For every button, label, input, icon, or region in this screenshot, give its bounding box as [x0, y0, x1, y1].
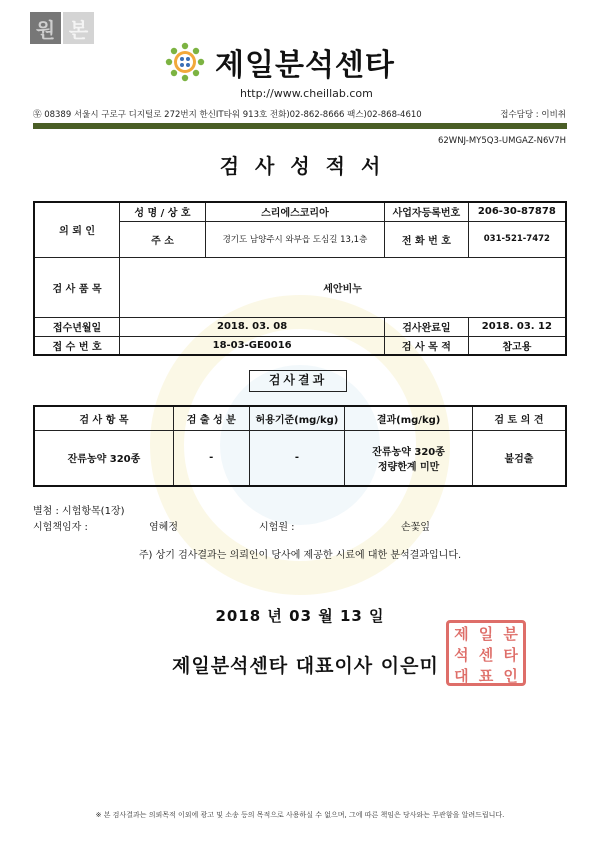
original-stamp-logo: [30, 12, 94, 44]
ceo-signature-line: 제일분석센타 대표이사 이은미: [172, 655, 439, 677]
corner-logo-char: 본: [63, 12, 94, 44]
receipt-no-value: 18-03-GE0016: [120, 336, 385, 355]
brand: [165, 40, 395, 84]
tester-name: 손꽃잎: [401, 522, 430, 533]
result-component: -: [173, 430, 249, 486]
item-value: 세안비누: [120, 257, 566, 317]
address-value: 경기도 남양주시 와부읍 도심길 13,1층: [205, 221, 384, 257]
company-seal-stamp: [446, 620, 526, 686]
seal-char: 표: [478, 667, 494, 685]
completed-date-label: 검사완료일: [385, 317, 469, 336]
company-url[interactable]: http://www.cheillab.com: [240, 87, 373, 100]
client-section-label: 의 뢰 인: [34, 202, 120, 257]
name-value: 스리에스코리아: [205, 202, 384, 221]
seal-char: 분: [503, 625, 518, 643]
result-item: 잔류농약 320종: [34, 430, 173, 486]
seal-char: 석: [454, 646, 469, 664]
seal-char: 대: [454, 667, 469, 685]
tester-label: 시험원 :: [259, 522, 295, 533]
results-header: 검 출 성 분: [173, 406, 249, 430]
results-header: 검 사 항 목: [34, 406, 173, 430]
header-divider: [33, 123, 567, 129]
completed-date-value: 2018. 03. 12: [468, 317, 566, 336]
manager-name: 염혜정: [149, 522, 178, 533]
company-logo-icon: [165, 42, 205, 82]
result-value: [345, 430, 473, 486]
issue-date: 2018 년 03 월 13 일: [215, 607, 385, 625]
receipt-no-label: 접 수 번 호: [34, 336, 120, 355]
corner-logo-char: 원: [30, 12, 61, 44]
address-label: 주 소: [120, 221, 206, 257]
results-header: 검 토 의 견: [472, 406, 566, 430]
seal-char: 일: [478, 625, 494, 643]
result-opinion: 불검출: [472, 430, 566, 486]
received-date-value: 2018. 03. 08: [120, 317, 385, 336]
document-title: 검사성적서: [219, 154, 397, 178]
name-label: 성 명 / 상 호: [120, 202, 206, 221]
item-label: 검 사 품 목: [34, 257, 120, 317]
seal-char: 제: [454, 625, 469, 643]
document-code: 62WNJ-MY5Q3-UMGAZ-N6V7H: [437, 136, 566, 146]
results-table: [33, 405, 567, 487]
results-section-title: 검사결과: [249, 370, 347, 392]
seal-char: 센: [478, 646, 494, 664]
manager-label: 시험책임자 :: [33, 522, 88, 533]
results-header: 결과(mg/kg): [345, 406, 473, 430]
company-name: 제일분석센타: [215, 48, 395, 83]
biz-no-value: 206-30-87878: [468, 202, 566, 221]
table-row: [34, 430, 566, 486]
signature-row: [33, 518, 567, 532]
phone-value: 031-521-7472: [468, 221, 566, 257]
seal-char: 인: [503, 667, 518, 685]
phone-label: 전 화 번 호: [385, 221, 469, 257]
company-address: ㉾ 08389 서울시 구로구 디지털로 272번지 한신IT타워 913호 전화)02-862-8666 팩스)02-868-4610: [33, 110, 422, 120]
result-value-line2: 정량한계 미만: [377, 461, 440, 473]
purpose-label: 검 사 목 적: [385, 336, 469, 355]
received-date-label: 접수년월일: [34, 317, 120, 336]
results-header: 허용기준(mg/kg): [249, 406, 345, 430]
disclaimer-note: 주) 상기 검사결과는 의뢰인이 당사에 제공한 시료에 대한 분석결과입니다.: [138, 550, 462, 561]
attachment-note: 별첨 : 시험항목(1장): [33, 506, 125, 517]
client-info-table: [33, 201, 567, 356]
biz-no-label: 사업자등록번호: [385, 202, 469, 221]
result-value-line1: 잔류농약 320종: [372, 446, 445, 458]
footer-disclaimer: ※ 본 검사결과는 의뢰목적 이외에 광고 및 소송 등의 목적으로 사용하실 수 없으며, 그에 따른 책임은 당사와는 무관함을 알려드립니다.: [95, 811, 505, 819]
purpose-value: 참고용: [468, 336, 566, 355]
result-standard: -: [249, 430, 345, 486]
seal-char: 타: [503, 646, 518, 664]
receiver-label: 접수담당 : 이비취: [500, 110, 566, 120]
